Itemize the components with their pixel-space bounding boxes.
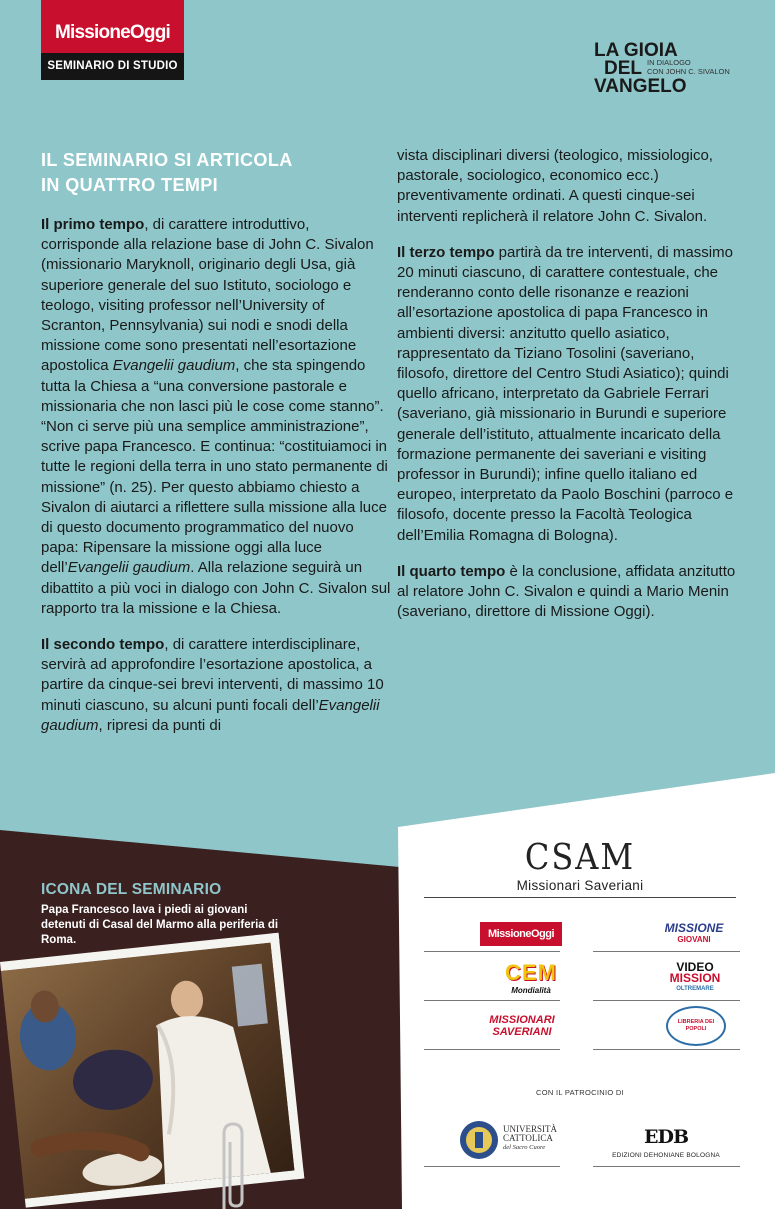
- event-title-block: [594, 40, 764, 100]
- divider: [593, 1166, 740, 1167]
- logo-video-mission-text1: VIDEO: [676, 959, 714, 974]
- divider: [424, 1000, 560, 1001]
- italic-title: Evangelii gaudium: [67, 559, 191, 577]
- icona-title: ICONA DEL SEMINARIO: [41, 881, 222, 898]
- divider: [424, 951, 560, 952]
- brand-logo-text: MissioneOggi: [55, 22, 170, 43]
- logo-missione-giovani-text1: MISSIONE: [664, 920, 724, 935]
- ucsc-text: [503, 1125, 557, 1152]
- text-span: è la conclusione, affidata anzitutto al relatore John C. Sivalon e quindi a Mario Menin (saveriano, direttore di Missione Oggi).: [397, 562, 736, 621]
- logo-cem-text2: Mondialità: [511, 985, 551, 995]
- event-subtitle: [647, 59, 757, 76]
- left-column: [41, 215, 391, 752]
- text-span: , ripresi da punti di: [98, 716, 222, 734]
- ucsc-text1: UNIVERSITÀ: [503, 1124, 557, 1134]
- text-span: partirà da tre interventi, di massimo 20 minuti ciascuno, di carattere contestuale, che renderanno conto delle risonanze e reazioni all’esortazione apostolica di papa Francesco in ambienti diversi: anzitutto quello asiatico, rappresentato da Tiziano Tosolini (saveriano, filosofo, direttore del Centro Studi Asiatico); quindi quello africano, interpretato da Gabriele Ferrari (saveriano, già missionario in Burundi e superiore generale dell’istituto, attualmente incaricato della formazione permanente dei saveriani e visiting professor in Burundi); infine quello italiano ed europeo, interpretato da Paolo Boschini (parroco e filosofo, docente presso la Facoltà Teologica dell’Emilia Romagna di Bologna).: [397, 243, 734, 544]
- divider: [593, 1049, 740, 1050]
- logo-cem-text1: CEM: [505, 959, 557, 985]
- text-span: , che sta spingendo tutta la Chiesa a “una conversione pastorale e missionaria che non lasci più le cose come stanno”. “Non ci serve più una semplice amministrazione”, scrive papa Francesco. E continua: “costituiamoci in tutte le regioni della terra in uno stato permanente di missione” (n. 25). Per questo abbiamo chiesto a Sivalon di aiutarci a riflettere sulla missione alla luce di questo documento programmatico del nuovo papa: Ripensare la missione oggi alla luce dell’: [41, 357, 388, 577]
- patronage-label: CON IL PATROCINIO DI: [536, 1088, 624, 1097]
- edb-name: EDIZIONI DEHONIANE BOLOGNA: [612, 1152, 720, 1159]
- pope-washing-feet-photo: [0, 933, 304, 1208]
- paragraph-quarto-tempo: [397, 562, 747, 623]
- right-column: [397, 146, 747, 638]
- section-title-line1: IL SEMINARIO SI ARTICOLA: [41, 150, 293, 170]
- logo-missione-oggi: [480, 922, 562, 946]
- logo-edb: [596, 1126, 736, 1159]
- italic-title: Evangelii gaudium: [41, 696, 380, 734]
- edb-logo-text: EDB: [643, 1126, 689, 1148]
- divider: [593, 951, 740, 952]
- event-subtitle-line1: IN DIALOGO: [647, 58, 691, 67]
- section-title-line2: IN QUATTRO TEMPI: [41, 175, 219, 195]
- event-subtitle-line2: CON JOHN C. SIVALON: [647, 66, 730, 76]
- logo-cem-mondialita: [496, 958, 566, 996]
- text-span: , di carattere introduttivo, corrisponde alla relazione base di John C. Sivalon (missionario Maryknoll, originario degli Usa, già superiore generale del suo Istituto, sociologo e teologo, visiting professor nell’University of Scranton, Pennsylvania) sui nodi e snodi della missione come sono presentati nell’esortazione apostolica: [41, 216, 374, 375]
- event-title-line3: VANGELO: [594, 76, 687, 97]
- divider: [424, 1049, 560, 1050]
- terzo-tempo-lead: Il terzo tempo: [397, 243, 495, 261]
- logo-missione-giovani: [654, 914, 734, 950]
- logo-ms-text1: MISSIONARI: [489, 1014, 555, 1026]
- ucsc-seal-icon: [459, 1120, 499, 1160]
- secondo-tempo-lead: Il secondo tempo: [41, 636, 165, 654]
- divider: [424, 1166, 560, 1167]
- csam-logo: CSAM: [524, 836, 636, 878]
- logo-missione-giovani-text2: GIOVANI: [677, 934, 711, 944]
- divider: [424, 897, 736, 898]
- paragraph-primo-tempo: [41, 215, 391, 619]
- brand-band: SEMINARIO DI STUDIO: [41, 53, 184, 80]
- logo-video-mission: [654, 960, 736, 996]
- paperclip-icon: [210, 1120, 256, 1209]
- paragraph-secondo-tempo-cont: vista disciplinari diversi (teologico, missiologico, pastorale, sociologico, economico ecc.) preventivamente ordinati. A questi cinque-sei interventi replicherà il relatore John C. Sivalon.: [397, 147, 713, 225]
- logo-video-mission-text2: MISSION: [669, 970, 721, 985]
- logo-libreria-text: LIBRERIA DEI POPOLI: [677, 1019, 715, 1032]
- logo-missionari-saveriani: [482, 1010, 562, 1042]
- italic-title: Evangelii gaudium: [112, 357, 236, 375]
- event-title-line2: DEL: [604, 58, 642, 79]
- logo-universita-cattolica: [459, 1120, 569, 1160]
- icona-caption: Papa Francesco lava i piedi ai giovani detenuti di Casal del Marmo alla periferia di Roma.: [41, 904, 279, 946]
- quarto-tempo-lead: Il quarto tempo: [397, 562, 506, 580]
- event-title-line1: LA GIOIA: [594, 40, 678, 61]
- text-span: , di carattere interdisciplinare, servirà ad approfondire l’esortazione apostolica, a partire da cinque-sei brevi interventi, di massimo 10 minuti ciascuno, su alcuni punti focali dell’: [41, 636, 384, 714]
- primo-tempo-lead: Il primo tempo: [41, 216, 145, 233]
- divider: [593, 1000, 740, 1001]
- ucsc-text2: CATTOLICA: [503, 1133, 553, 1143]
- logo-libreria-dei-popoli: [666, 1006, 726, 1046]
- logo-missione-oggi-text: MissioneOggi: [487, 928, 555, 940]
- paragraph-terzo-tempo: [397, 243, 747, 546]
- photo-illustration: [1, 942, 304, 1208]
- ucsc-text3: del Sacro Cuore: [503, 1144, 546, 1151]
- missione-oggi-header-logo: [41, 0, 184, 80]
- logo-ms-text2: SAVERIANI: [492, 1026, 552, 1038]
- paragraph-secondo-tempo: [41, 635, 391, 736]
- text-span: . Alla relazione seguirà un dibattito a più voci in dialogo con John C. Sivalon sul rapporto tra la missione e la Chiesa.: [41, 559, 391, 617]
- section-title: [41, 148, 381, 198]
- csam-block: [424, 838, 736, 898]
- csam-name: Missionari Saveriani: [516, 878, 644, 893]
- logo-video-mission-text3: OLTREMARE: [676, 985, 714, 992]
